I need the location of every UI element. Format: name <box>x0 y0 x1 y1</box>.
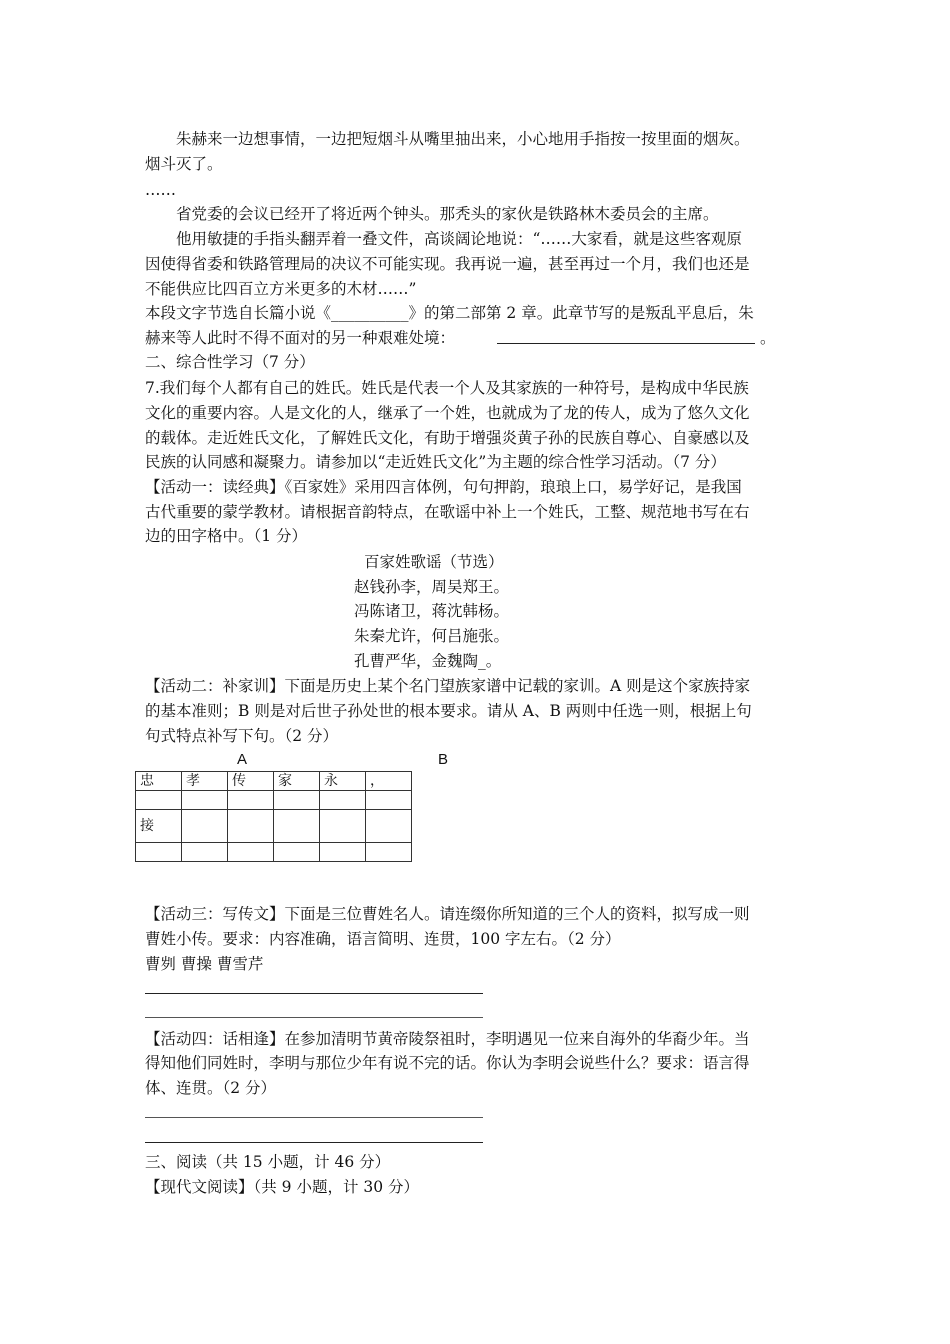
grid-cell: 永 <box>320 772 366 791</box>
passage-line: 烟斗灭了。 <box>145 155 223 173</box>
grid-cell: ， <box>366 772 412 791</box>
grid-cell: 接 <box>136 810 182 843</box>
grid-cell[interactable] <box>274 843 320 862</box>
poem-title: 百家姓歌谣（节选） <box>364 553 504 571</box>
passage-line: 朱赫来一边想事情，一边把短烟斗从嘴里抽出来，小心地用手指按一按里面的烟灰。 <box>176 130 750 148</box>
question-line: 本段文字节选自长篇小说《__________》的第二部第 2 章。此章节写的是叛乱平息后，朱 <box>145 304 754 322</box>
label-a: A <box>237 751 248 768</box>
passage-line: 不能供应比四百立方米更多的木材……” <box>145 280 417 298</box>
activity3-names: 曹刿 曹操 曹雪芹 <box>145 955 264 973</box>
passage-line: 因使得省委和铁路管理局的决议不可能实现。我再说一遍，甚至再过一个月，我们也还是 <box>145 255 750 273</box>
activity1-line: 边的田字格中。（1 分） <box>145 527 308 545</box>
subsection-heading: 【现代文阅读】（共 9 小题，计 30 分） <box>145 1178 420 1196</box>
answer-line[interactable] <box>145 1117 483 1118</box>
activity3-line: 【活动三：写传文】下面是三位曹姓名人。请连缀你所知道的三个人的资料，拟写成一则 <box>145 905 750 923</box>
question-end: 。 <box>760 329 776 347</box>
grid-cell[interactable] <box>228 791 274 810</box>
activity2-line: 的基本准则；B 则是对后世子孙处世的根本要求。请从 A、B 两则中任选一则，根据上句 <box>145 702 752 720</box>
answer-line[interactable] <box>145 1142 483 1143</box>
grid-cell: 忠 <box>136 772 182 791</box>
section-heading: 二、综合性学习（7 分） <box>145 353 315 371</box>
activity4-line: 【活动四：话相逢】在参加清明节黄帝陵祭祖时，李明遇见一位来自海外的华裔少年。当 <box>145 1030 750 1048</box>
section-heading: 三、阅读（共 15 小题，计 46 分） <box>145 1153 391 1171</box>
activity4-line: 得知他们同姓时，李明与那位少年有说不完的话。你认为李明会说些什么？要求：语言得 <box>145 1054 750 1072</box>
passage-line: 他用敏捷的手指头翻弄着一叠文件，高谈阔论地说：“……大家看，就是这些客观原 <box>176 230 742 248</box>
grid-cell: 家 <box>274 772 320 791</box>
poem-line: 朱秦尤许，何吕施张。 <box>354 627 510 645</box>
grid-cell[interactable] <box>182 843 228 862</box>
label-b: B <box>438 751 449 768</box>
grid-cell[interactable] <box>136 843 182 862</box>
activity3-line: 曹姓小传。要求：内容准确，语言简明、连贯，100 字左右。（2 分） <box>145 930 621 948</box>
grid-cell: 传 <box>228 772 274 791</box>
grid-cell[interactable] <box>320 791 366 810</box>
question-line: 赫来等人此时不得不面对的另一种艰难处境： <box>145 329 456 347</box>
activity1-line: 【活动一：读经典】《百家姓》采用四言体例，句句押韵，琅琅上口，易学好记，是我国 <box>145 478 742 496</box>
activity2-line: 【活动二：补家训】下面是历史上某个名门望族家谱中记载的家训。A 则是这个家族持家 <box>145 677 751 695</box>
grid-cell[interactable] <box>182 810 228 843</box>
activity2-line: 句式特点补写下句。（2 分） <box>145 727 339 745</box>
grid-cell[interactable] <box>228 810 274 843</box>
activity1-line: 古代重要的蒙学教材。请根据音韵特点，在歌谣中补上一个姓氏，工整、规范地书写在右 <box>145 503 750 521</box>
grid-cell[interactable] <box>136 791 182 810</box>
grid-cell: 孝 <box>182 772 228 791</box>
grid-cell[interactable] <box>320 810 366 843</box>
grid-cell[interactable] <box>366 810 412 843</box>
poem-line: 冯陈诸卫，蒋沈韩杨。 <box>354 602 510 620</box>
answer-blank[interactable] <box>497 343 755 344</box>
q7-line: 民族的认同感和凝聚力。请参加以“走近姓氏文化”为主题的综合性学习活动。（7 分） <box>145 453 726 471</box>
grid-cell[interactable] <box>366 843 412 862</box>
activity4-line: 体、连贯。（2 分） <box>145 1079 277 1097</box>
answer-line[interactable] <box>145 1017 483 1018</box>
poem-line: 孔曹严华，金魏陶_。 <box>354 652 502 670</box>
grid-cell[interactable] <box>366 791 412 810</box>
grid-cell[interactable] <box>228 843 274 862</box>
grid-cell[interactable] <box>274 810 320 843</box>
grid-cell[interactable] <box>320 843 366 862</box>
family-motto-grid <box>135 771 412 862</box>
poem-line: 赵钱孙李，周吴郑王。 <box>354 578 510 596</box>
answer-line[interactable] <box>145 993 483 994</box>
q7-line: 文化的重要内容。人是文化的人，继承了一个姓，也就成为了龙的传人，成为了悠久文化 <box>145 404 750 422</box>
q7-line: 7.我们每个人都有自己的姓氏。姓氏是代表一个人及其家族的一种符号，是构成中华民族 <box>145 379 749 397</box>
grid-cell[interactable] <box>182 791 228 810</box>
grid-cell[interactable] <box>274 791 320 810</box>
passage-line: 省党委的会议已经开了将近两个钟头。那秃头的家伙是铁路林木委员会的主席。 <box>176 205 719 223</box>
q7-line: 的载体。走近姓氏文化，了解姓氏文化，有助于增强炎黄子孙的民族自尊心、自豪感以及 <box>145 429 750 447</box>
ellipsis: …… <box>145 181 176 199</box>
